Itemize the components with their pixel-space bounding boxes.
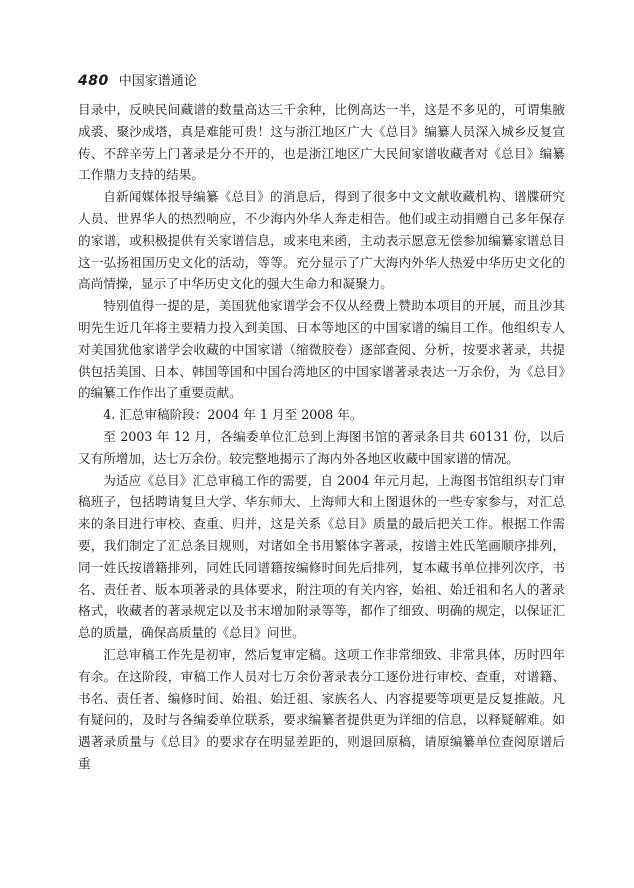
paragraph-6: 汇总审稿工作先是初审，然后复审定稿。这项工作非常细致、非常具体，历时四年有余。在这阶段，审稿工作人员对七万余份著录表分工逐份进行审校、查重，对谱籍、书名、责任者、编修时间、始祖、始迁祖、家族名人、内容提要等项更是反复推敲。凡有疑问的，及时与各编委单位联系，要求编纂者提供更为详细的信息，以释疑解难。如遇著录质量与《总目》的要求存在明显差距的，则退回原稿，请原编纂单位查阅原谱后重 [78, 646, 565, 771]
paragraph-3: 特别值得一提的是，美国犹他家谱学会不仅从经费上赞助本项目的开展，而且沙其明先生近几年将主要精力投入到美国、日本等地区的中国家谱的编目工作。他组织专人对美国犹他家谱学会收藏的中国家谱（缩微胶卷）逐部查阅、分析，按要求著录，共提供包括美国、日本、韩国等国和中国台湾地区的中国家谱著录表达一万余份，为《总目》的编纂工作作出了重要贡献。 [78, 298, 565, 401]
page-number: 480 [78, 73, 109, 89]
body-text [78, 99, 565, 775]
book-title: 中国家谱通论 [118, 74, 197, 89]
paragraph-1: 目录中，反映民间藏谱的数量高达三千余种，比例高达一半，这是不多见的，可谓集腋成裘、聚沙成塔，真是难能可贵！这与浙江地区广大《总目》编纂人员深入城乡反复宣传、不辞辛劳上门著录是分不开的，也是浙江地区广大民间家谱收藏者对《总目》编纂工作鼎力支持的结果。 [78, 102, 565, 183]
paragraph-4: 至 2003 年 12 月，各编委单位汇总到上海图书馆的著录条目共 60131 份，以后又有所增加，达七万余份。较完整地揭示了海内外各地区收藏中国家谱的情况。 [78, 428, 565, 466]
section-heading: 4. 汇总审稿阶段：2004 年 1 月至 2008 年。 [103, 407, 363, 423]
paragraph-2: 自新闻媒体报导编纂《总目》的消息后，得到了很多中文文献收藏机构、谱牒研究人员、世界华人的热烈响应，不少海内外华人奔走相告。他们或主动捐赠自己多年保存的家谱，或积极提供有关家谱信息，或来电来函，主动表示愿意无偿参加编纂家谱总目这一弘扬祖国历史文化的活动，等等。充分显示了广大海内外华人热爱中华历史文化的高尚情操，显示了中华历史文化的强大生命力和凝聚力。 [78, 189, 565, 292]
running-header [78, 70, 197, 89]
paragraph-5: 为适应《总目》汇总审稿工作的需要，自 2004 年元月起，上海图书馆组织专门审稿班子，包括聘请复旦大学、华东师大、上海师大和上图退休的一些专家参与，对汇总来的条目进行审校、查重、归并，这是关系《总目》质量的最后把关工作。根据工作需要，我们制定了汇总条目规则，对诸如全书用繁体字著录，按谱主姓氏笔画顺序排列，同一姓氏按谱籍排列，同姓氏同谱籍按编修时间先后排列，复本藏书单位排列次序，书名、责任者、版本项著录的具体要求，附注项的有关内容，始祖、始迁祖和名人的著录格式，收藏者的著录规定以及书末增加附录等等，都作了细致、明确的规定，以保证汇总的质量，确保高质量的《总目》问世。 [78, 472, 565, 641]
